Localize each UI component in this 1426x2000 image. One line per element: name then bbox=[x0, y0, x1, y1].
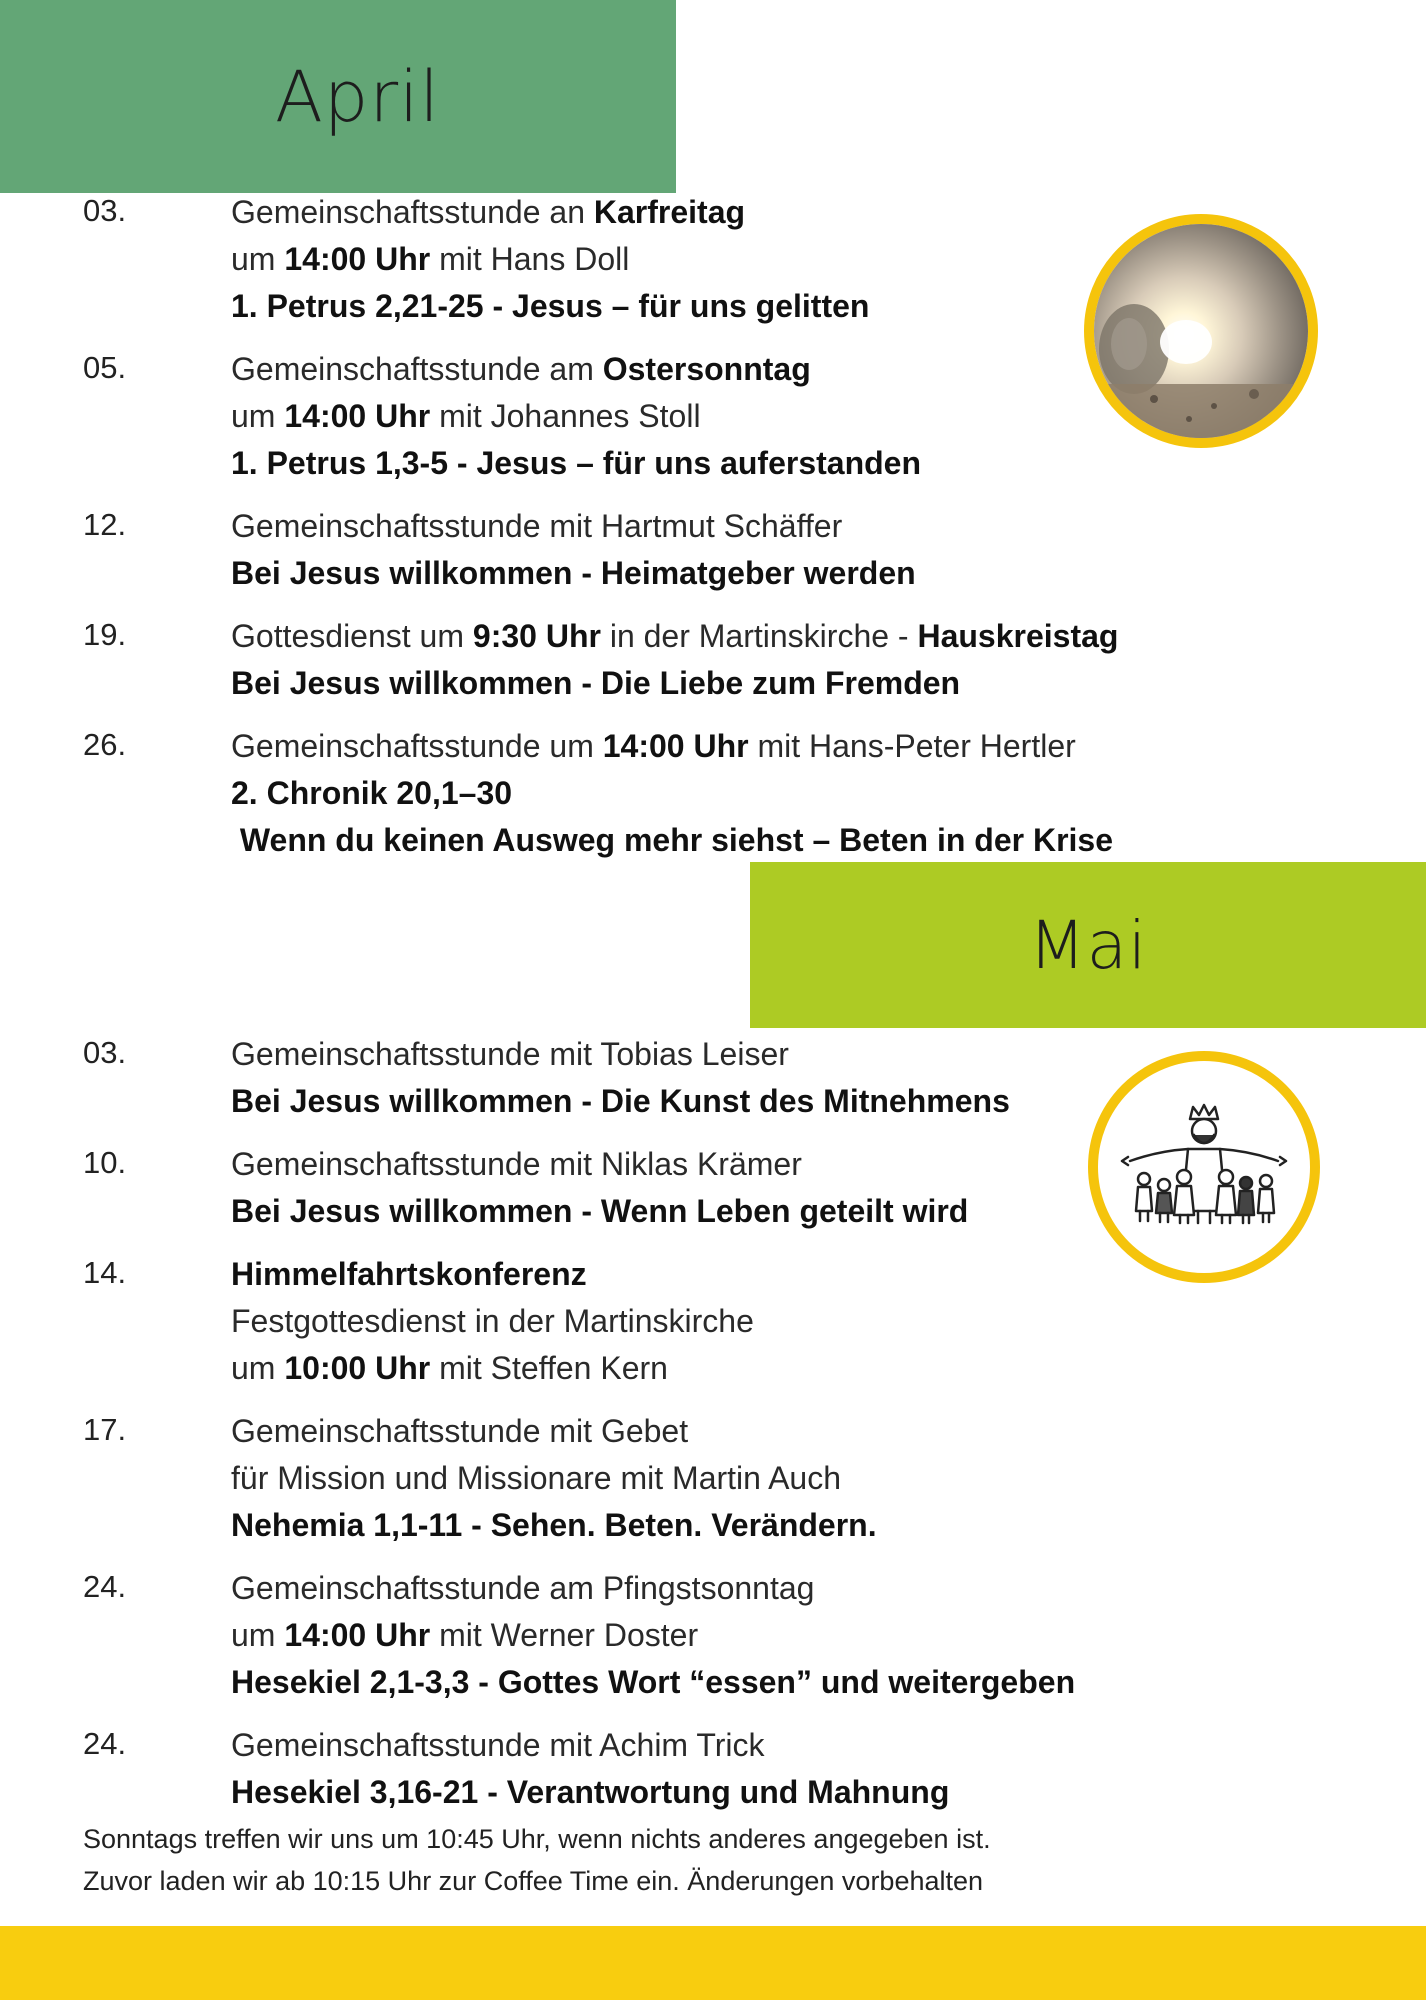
event-description: Gemeinschaftsstunde mit Tobias Leiser bbox=[231, 1036, 789, 1072]
easter-tomb-image bbox=[1084, 214, 1318, 448]
event-description: Gemeinschaftsstunde mit Niklas Krämer bbox=[231, 1146, 802, 1182]
april-month-header bbox=[0, 0, 676, 193]
event-topic: Bei Jesus willkommen - Die Liebe zum Fremden bbox=[231, 665, 961, 701]
event-entry bbox=[0, 723, 1300, 864]
event-description: Gottesdienst um 9:30 Uhr in der Martinskirche - Hauskreistag bbox=[231, 618, 1119, 654]
event-time: um 14:00 Uhr mit Werner Doster bbox=[231, 1617, 699, 1653]
footer-color-bar bbox=[0, 1926, 1426, 2000]
event-time: um 14:00 Uhr mit Johannes Stoll bbox=[231, 398, 701, 434]
jesus-welcoming-people-icon bbox=[1098, 1061, 1310, 1273]
event-entry bbox=[0, 1408, 1300, 1549]
event-entry bbox=[0, 1722, 1300, 1816]
event-date: 05. bbox=[83, 350, 127, 385]
event-entry bbox=[0, 1251, 1300, 1392]
event-date: 12. bbox=[83, 507, 127, 542]
event-topic: 1. Petrus 2,21-25 - Jesus – für uns gelitten bbox=[231, 288, 870, 324]
event-time: um 14:00 Uhr mit Hans Doll bbox=[231, 241, 630, 277]
event-description: Gemeinschaftsstunde an Karfreitag bbox=[231, 194, 746, 230]
footer-note-coffee: Zuvor laden wir ab 10:15 Uhr zur Coffee Time ein. Änderungen vorbehalten bbox=[83, 1866, 984, 1896]
event-description-continued: für Mission und Missionare mit Martin Auch bbox=[231, 1460, 841, 1496]
event-description: Gemeinschaftsstunde mit Achim Trick bbox=[231, 1727, 765, 1763]
event-description: Gemeinschaftsstunde um 14:00 Uhr mit Hans-Peter Hertler bbox=[231, 728, 1076, 764]
event-scripture: 2. Chronik 20,1–30 bbox=[231, 775, 513, 811]
event-date: 14. bbox=[83, 1255, 127, 1290]
event-date: 24. bbox=[83, 1726, 127, 1761]
event-topic: Bei Jesus willkommen - Wenn Leben geteilt wird bbox=[231, 1193, 969, 1229]
event-description: Gemeinschaftsstunde mit Hartmut Schäffer bbox=[231, 508, 843, 544]
event-topic: 1. Petrus 1,3-5 - Jesus – für uns auferstanden bbox=[231, 445, 922, 481]
event-topic: Bei Jesus willkommen - Die Kunst des Mitnehmens bbox=[231, 1083, 1010, 1119]
event-title: Himmelfahrtskonferenz bbox=[231, 1256, 587, 1292]
event-time: um 10:00 Uhr mit Steffen Kern bbox=[231, 1350, 668, 1386]
footer-note-sunday: Sonntags treffen wir uns um 10:45 Uhr, wenn nichts anderes angegeben ist. bbox=[83, 1824, 991, 1854]
event-date: 03. bbox=[83, 1035, 127, 1070]
event-description: Festgottesdienst in der Martinskirche bbox=[231, 1303, 754, 1339]
event-description: Gemeinschaftsstunde am Pfingstsonntag bbox=[231, 1570, 815, 1606]
event-entry bbox=[0, 1565, 1300, 1706]
footer-notes bbox=[83, 1818, 991, 1902]
welcome-illustration bbox=[1088, 1051, 1320, 1283]
event-date: 26. bbox=[83, 727, 127, 762]
event-date: 19. bbox=[83, 617, 127, 652]
event-entry bbox=[0, 613, 1300, 707]
event-description: Gemeinschaftsstunde mit Gebet bbox=[231, 1413, 689, 1449]
mai-month-title: Mai bbox=[1028, 906, 1148, 984]
event-topic: Hesekiel 2,1-3,3 - Gottes Wort “essen” und weitergeben bbox=[231, 1664, 1076, 1700]
event-date: 10. bbox=[83, 1145, 127, 1180]
april-month-title: April bbox=[275, 55, 440, 138]
event-date: 17. bbox=[83, 1412, 127, 1447]
event-date: 03. bbox=[83, 193, 127, 228]
event-date: 24. bbox=[83, 1569, 127, 1604]
event-topic: Hesekiel 3,16-21 - Verantwortung und Mahnung bbox=[231, 1774, 950, 1810]
event-topic: Bei Jesus willkommen - Heimatgeber werden bbox=[231, 555, 916, 591]
event-topic: Nehemia 1,1-11 - Sehen. Beten. Verändern. bbox=[231, 1507, 877, 1543]
event-topic: Wenn du keinen Ausweg mehr siehst – Beten in der Krise bbox=[231, 822, 1113, 858]
empty-tomb-light-icon bbox=[1094, 224, 1308, 438]
event-description: Gemeinschaftsstunde am Ostersonntag bbox=[231, 351, 811, 387]
event-entry bbox=[0, 503, 1300, 597]
mai-month-header bbox=[750, 862, 1426, 1028]
